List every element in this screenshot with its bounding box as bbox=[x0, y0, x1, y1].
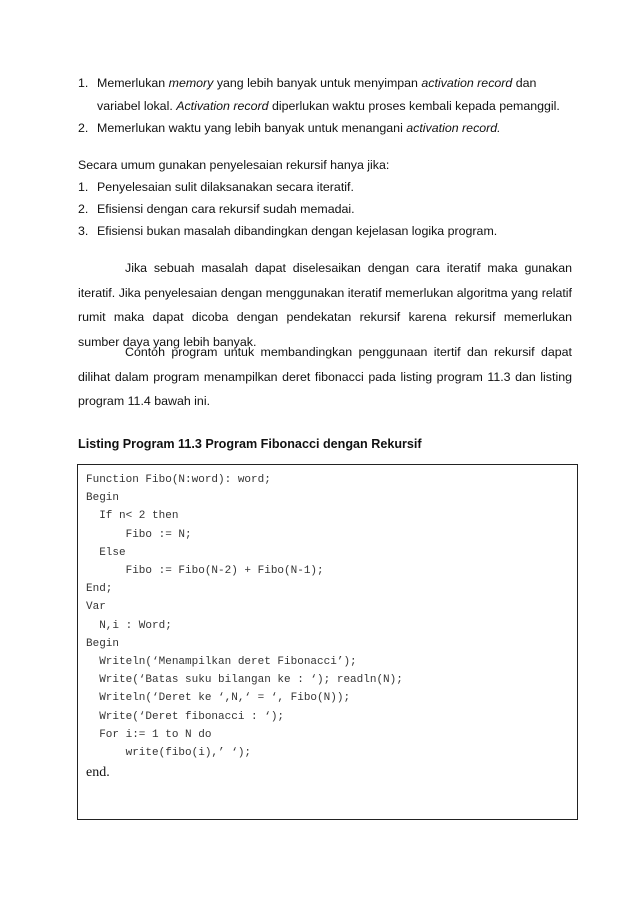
code-line: Write(‘Batas suku bilangan ke : ‘); readln(N); bbox=[86, 674, 403, 687]
drawbacks-list bbox=[78, 72, 572, 140]
code-line: N,i : Word; bbox=[86, 619, 172, 632]
code-line: Begin bbox=[86, 637, 120, 650]
code-line: Fibo := N; bbox=[86, 528, 192, 541]
code-line: Var bbox=[86, 601, 106, 614]
code-line: If n< 2 then bbox=[86, 510, 179, 523]
code-line: End; bbox=[86, 583, 113, 596]
code-line: Fibo := Fibo(N-2) + Fibo(N-1); bbox=[86, 565, 324, 578]
list-item: 2. Memerlukan waktu yang lebih banyak untuk menangani activation record. bbox=[78, 117, 572, 140]
list-number: 2. bbox=[78, 121, 89, 135]
code-line: Writeln(‘Menampilkan deret Fibonacci’); bbox=[86, 656, 357, 669]
list-number: 1. bbox=[78, 180, 89, 194]
listing-title: Listing Program 11.3 Program Fibonacci dengan Rekursif bbox=[78, 437, 422, 451]
paragraph-iterative: Jika sebuah masalah dapat diselesaikan dengan cara iteratif maka gunakan iteratif. Jika penyelesaian dengan menggunakan iteratif memerlukan algoritma yang relatif rumit maka dapat dicoba dengan pendekatan rekursif karena rekursif memerlukan sumber daya yang lebih banyak. bbox=[78, 261, 572, 349]
code-line: Writeln(‘Deret ke ‘,N,‘ = ‘, Fibo(N)); bbox=[86, 692, 351, 705]
code-line: For i:= 1 to N do bbox=[86, 728, 212, 741]
code-line: Begin bbox=[86, 492, 120, 505]
code-line: Else bbox=[86, 546, 126, 559]
list-item: 1. Penyelesaian sulit dilaksanakan secara iteratif. bbox=[78, 176, 572, 198]
list-item: 2. Efisiensi dengan cara rekursif sudah memadai. bbox=[78, 198, 572, 220]
list-item: 1. Memerlukan memory yang lebih banyak untuk menyimpan activation record dan variabel lokal. Activation record diperlukan waktu proses kembali kepada pemanggil. bbox=[78, 72, 572, 117]
code-listing-box bbox=[77, 464, 578, 820]
list-number: 2. bbox=[78, 202, 89, 216]
code-line: Write(‘Deret fibonacci : ‘); bbox=[86, 710, 285, 723]
list-item: 3. Efisiensi bukan masalah dibandingkan dengan kejelasan logika program. bbox=[78, 220, 572, 242]
list-number: 3. bbox=[78, 224, 89, 238]
code-listing bbox=[86, 471, 403, 784]
conditions-list bbox=[78, 176, 572, 242]
code-line: write(fibo(i),’ ‘); bbox=[86, 747, 252, 760]
list-number: 1. bbox=[78, 76, 89, 90]
paragraph-example: Contoh program untuk membandingkan penggunaan itertif dan rekursif dapat dilihat dalam program menampilkan deret fibonacci pada listing program 11.3 dan listing program 11.4 bawah ini. bbox=[78, 345, 572, 408]
code-line-end: end. bbox=[86, 765, 110, 781]
intro-text: Secara umum gunakan penyelesaian rekursif hanya jika: bbox=[78, 158, 390, 172]
code-line: Function Fibo(N:word): word; bbox=[86, 474, 271, 486]
